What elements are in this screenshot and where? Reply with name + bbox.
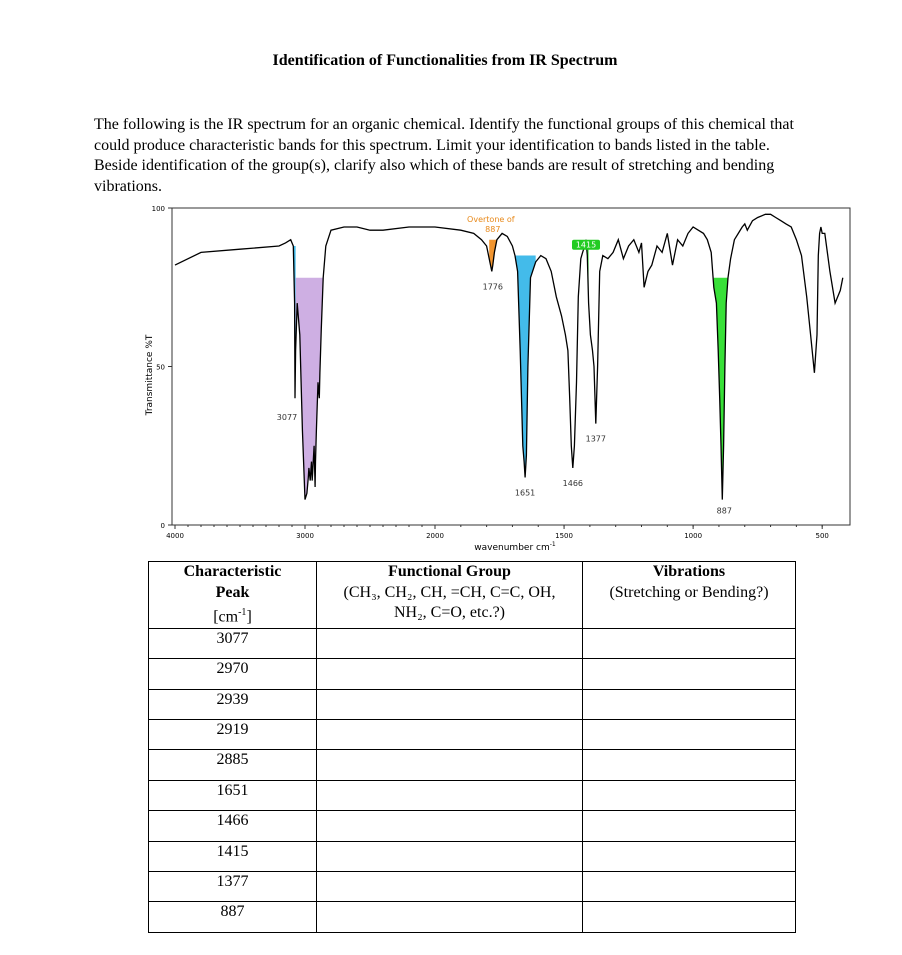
peak-table xyxy=(148,561,796,933)
peak-annotation: 887 xyxy=(485,224,501,234)
functional-group-cell[interactable] xyxy=(317,871,583,901)
peak-annotation: 1466 xyxy=(562,478,584,488)
table-row xyxy=(149,841,796,871)
intro-paragraph: The following is the IR spectrum for an organic chemical. Identify the functional groups of this chemical that could produce characteristic bands for this spectrum. Limit your identification to bands listed in the table. Beside identification of the group(s), clarify also which of these bands are result of stretching and bending vibrations. xyxy=(94,116,794,195)
vibration-cell[interactable] xyxy=(583,720,796,750)
peak-cell: 1651 xyxy=(149,780,317,810)
peak-cell: 887 xyxy=(149,902,317,932)
functional-group-cell[interactable] xyxy=(317,689,583,719)
functional-group-cell[interactable] xyxy=(317,720,583,750)
table-row xyxy=(149,811,796,841)
y-tick-label: 0 xyxy=(160,522,165,530)
column-header-peak: Characteristic Peak $[cm^{-1}]$ xyxy=(149,562,317,629)
functional-group-cell[interactable] xyxy=(317,628,583,658)
peak-cell: 2970 xyxy=(149,659,317,689)
peak-annotation: Overtone of xyxy=(467,214,515,224)
vibration-cell[interactable] xyxy=(583,811,796,841)
table-row xyxy=(149,902,796,932)
table-row xyxy=(149,628,796,658)
table-row xyxy=(149,871,796,901)
peak-cell: 1466 xyxy=(149,811,317,841)
peak-cell: 1377 xyxy=(149,871,317,901)
functional-group-cell[interactable] xyxy=(317,841,583,871)
x-tick-label: 1000 xyxy=(684,532,703,540)
vibration-cell[interactable] xyxy=(583,902,796,932)
x-tick-label: 500 xyxy=(815,532,829,540)
y-tick-label: 100 xyxy=(151,205,165,213)
functional-group-cell[interactable] xyxy=(317,780,583,810)
peak-annotation: 3077 xyxy=(276,413,298,423)
table-row xyxy=(149,780,796,810)
table-row xyxy=(149,659,796,689)
vibration-cell[interactable] xyxy=(583,628,796,658)
peak-cell: 3077 xyxy=(149,628,317,658)
x-tick-label: 4000 xyxy=(166,532,184,540)
vibration-cell[interactable] xyxy=(583,780,796,810)
vibration-cell[interactable] xyxy=(583,871,796,901)
vibration-cell[interactable] xyxy=(583,659,796,689)
page-title: Identification of Functionalities from IR Spectrum xyxy=(272,52,618,69)
peak-annotation: 1415 xyxy=(575,240,597,250)
peak-annotation: 887 xyxy=(716,506,732,516)
x-tick-label: 2000 xyxy=(426,532,444,540)
peak-cell: 1415 xyxy=(149,841,317,871)
spectrum-line xyxy=(175,214,843,499)
peak-cell: 2919 xyxy=(149,720,317,750)
functional-group-cell[interactable] xyxy=(317,750,583,780)
y-axis-label: Transmittance %T xyxy=(145,334,155,416)
x-tick-label: 1500 xyxy=(555,532,573,540)
peak-cell: 2939 xyxy=(149,689,317,719)
table-header-row xyxy=(149,562,796,629)
vibration-cell[interactable] xyxy=(583,750,796,780)
vibration-cell[interactable] xyxy=(583,689,796,719)
table-row xyxy=(149,750,796,780)
functional-group-cell[interactable] xyxy=(317,902,583,932)
functional-group-cell[interactable] xyxy=(317,811,583,841)
x-axis-label: wavenumber $cm^{-1}$ xyxy=(474,541,556,553)
vibration-cell[interactable] xyxy=(583,841,796,871)
y-tick-label: 50 xyxy=(156,363,165,372)
x-tick-label: 3000 xyxy=(296,532,314,540)
peak-annotation: 1776 xyxy=(482,282,503,292)
column-header-functional-group: Functional Group (CH₃, CH₂, CH, =CH, C=C, OH, NH₂, C=O, etc.?) xyxy=(317,562,583,629)
functional-group-cell[interactable] xyxy=(317,659,583,689)
plot-frame xyxy=(172,208,850,525)
table-row xyxy=(149,720,796,750)
peak-annotation: 1651 xyxy=(514,488,536,498)
column-header-vibrations: Vibrations (Stretching or Bending?) xyxy=(583,562,796,629)
table-row xyxy=(149,689,796,719)
peak-cell: 2885 xyxy=(149,750,317,780)
ir-spectrum-chart xyxy=(130,200,860,555)
peak-annotation: 1377 xyxy=(585,434,606,444)
